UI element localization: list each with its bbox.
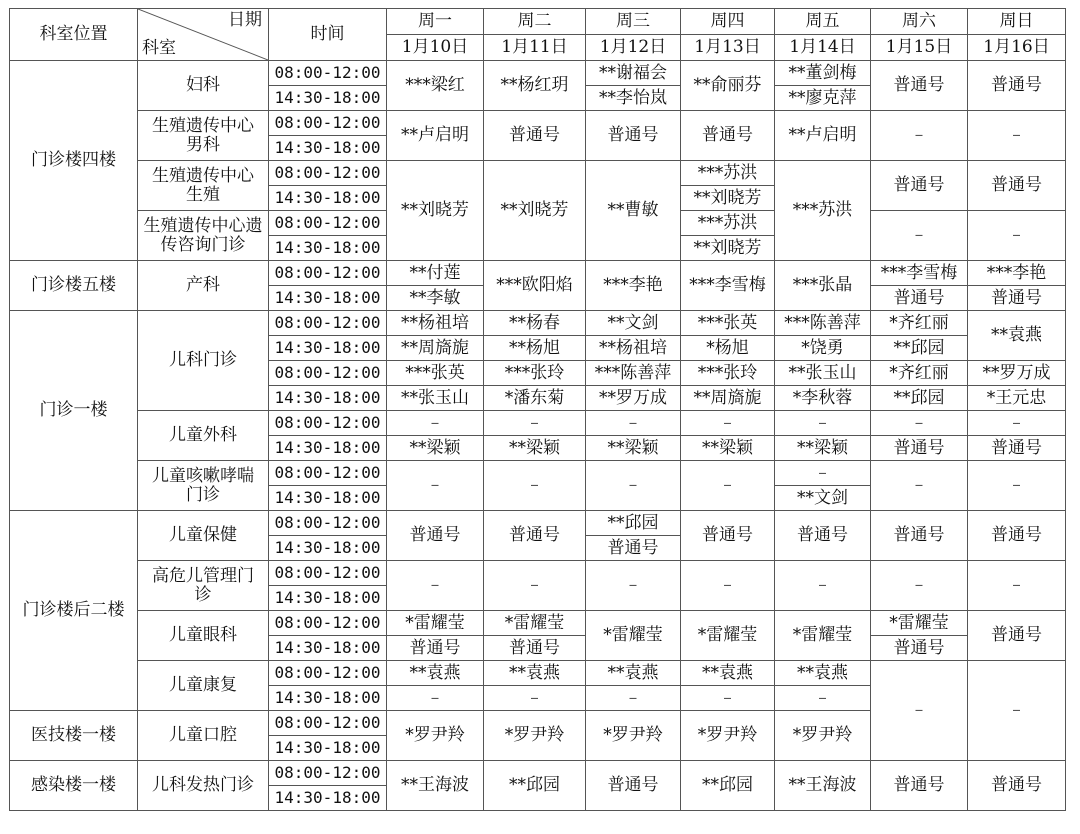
dept-cell: 儿童外科: [138, 411, 269, 461]
time-slot: 08:00-12:00: [269, 511, 387, 536]
schedule-cell: 普通号: [586, 536, 681, 561]
schedule-cell: *齐红丽: [871, 311, 968, 336]
schedule-cell: **曹敏: [586, 161, 681, 261]
dept-cell: 儿科门诊: [138, 311, 269, 411]
schedule-cell: –: [968, 561, 1066, 611]
schedule-cell: ***陈善萍: [586, 361, 681, 386]
schedule-cell: *罗尹羚: [775, 711, 871, 761]
schedule-cell: **张玉山: [387, 386, 484, 411]
schedule-cell: ***梁红: [387, 61, 484, 111]
schedule-cell: *罗尹羚: [586, 711, 681, 761]
dept-cell: 高危儿管理门诊: [138, 561, 269, 611]
schedule-cell: ***张英: [681, 311, 775, 336]
weekday: 周五: [775, 9, 871, 35]
schedule-cell: –: [968, 211, 1066, 261]
schedule-cell: ***苏洪: [775, 161, 871, 261]
schedule-cell: **邱园: [681, 761, 775, 811]
time-slot: 14:30-18:00: [269, 136, 387, 161]
schedule-cell: *饶勇: [775, 336, 871, 361]
time-slot: 08:00-12:00: [269, 111, 387, 136]
schedule-cell: 普通号: [968, 436, 1066, 461]
time-slot: 14:30-18:00: [269, 686, 387, 711]
schedule-cell: *杨旭: [681, 336, 775, 361]
schedule-cell: 普通号: [968, 511, 1066, 561]
schedule-cell: **王海波: [775, 761, 871, 811]
schedule-cell: **袁燕: [681, 661, 775, 686]
schedule-cell: **梁颖: [484, 436, 586, 461]
schedule-cell: **梁颖: [387, 436, 484, 461]
schedule-cell: ***李雪梅: [871, 261, 968, 286]
schedule-cell: **刘晓芳: [387, 161, 484, 261]
schedule-cell: –: [484, 461, 586, 511]
time-slot: 14:30-18:00: [269, 286, 387, 311]
weekday: 周六: [871, 9, 968, 35]
schedule-cell: **罗万成: [968, 361, 1066, 386]
time-slot: 14:30-18:00: [269, 536, 387, 561]
schedule-cell: –: [387, 411, 484, 436]
schedule-cell: –: [484, 686, 586, 711]
schedule-cell: **刘晓芳: [681, 186, 775, 211]
header-date-label: 日期: [228, 10, 262, 30]
time-slot: 14:30-18:00: [269, 486, 387, 511]
schedule-cell: **周旖旎: [387, 336, 484, 361]
schedule-cell: *雷耀莹: [586, 611, 681, 661]
time-slot: 14:30-18:00: [269, 586, 387, 611]
schedule-cell: **袁燕: [775, 661, 871, 686]
schedule-cell: ***苏洪: [681, 161, 775, 186]
schedule-cell: 普通号: [681, 511, 775, 561]
header-time: 时间: [269, 9, 387, 61]
time-slot: 14:30-18:00: [269, 736, 387, 761]
schedule-cell: *雷耀莹: [681, 611, 775, 661]
time-slot: 08:00-12:00: [269, 661, 387, 686]
time-slot: 08:00-12:00: [269, 361, 387, 386]
schedule-cell: –: [681, 561, 775, 611]
schedule-cell: –: [968, 411, 1066, 436]
header-diagonal: [138, 9, 269, 61]
time-slot: 08:00-12:00: [269, 211, 387, 236]
location-cell: 门诊楼后二楼: [10, 511, 138, 711]
schedule-cell: ***张玲: [484, 361, 586, 386]
schedule-cell: –: [387, 561, 484, 611]
header-dept-label: 科室: [142, 38, 176, 59]
weekday: 周三: [586, 9, 681, 35]
schedule-cell: –: [586, 686, 681, 711]
schedule-cell: **刘晓芳: [681, 236, 775, 261]
schedule-cell: **袁燕: [968, 311, 1066, 361]
schedule-cell: ***欧阳焰: [484, 261, 586, 311]
schedule-cell: *王元忠: [968, 386, 1066, 411]
time-slot: 08:00-12:00: [269, 411, 387, 436]
time-slot: 14:30-18:00: [269, 386, 387, 411]
dept-cell: 儿童眼科: [138, 611, 269, 661]
schedule-cell: **廖克萍: [775, 86, 871, 111]
schedule-cell: *罗尹羚: [681, 711, 775, 761]
schedule-cell: **谢福会: [586, 61, 681, 86]
schedule-cell: –: [968, 111, 1066, 161]
time-slot: 08:00-12:00: [269, 261, 387, 286]
schedule-cell: **邱园: [484, 761, 586, 811]
date: 1月15日: [871, 35, 968, 61]
schedule-cell: **付莲: [387, 261, 484, 286]
time-slot: 14:30-18:00: [269, 336, 387, 361]
schedule-cell: 普通号: [968, 286, 1066, 311]
schedule-cell: 普通号: [387, 636, 484, 661]
schedule-cell: ***李艳: [586, 261, 681, 311]
schedule-cell: **杨红玥: [484, 61, 586, 111]
schedule-cell: –: [871, 661, 968, 761]
schedule-cell: 普通号: [681, 111, 775, 161]
schedule-cell: 普通号: [586, 111, 681, 161]
schedule-cell: –: [681, 461, 775, 511]
schedule-cell: –: [871, 461, 968, 511]
time-slot: 14:30-18:00: [269, 186, 387, 211]
schedule-cell: ***张晶: [775, 261, 871, 311]
dept-cell: 产科: [138, 261, 269, 311]
schedule-cell: **梁颖: [775, 436, 871, 461]
dept-cell: 生殖遗传中心遗传咨询门诊: [138, 211, 269, 261]
time-slot: 14:30-18:00: [269, 86, 387, 111]
schedule-cell: –: [871, 111, 968, 161]
dept-cell: 生殖遗传中心男科: [138, 111, 269, 161]
time-slot: 14:30-18:00: [269, 636, 387, 661]
schedule-cell: ***苏洪: [681, 211, 775, 236]
date: 1月10日: [387, 35, 484, 61]
dept-cell: 儿科发热门诊: [138, 761, 269, 811]
schedule-cell: ***陈善萍: [775, 311, 871, 336]
location-cell: 门诊一楼: [10, 311, 138, 511]
location-cell: 感染楼一楼: [10, 761, 138, 811]
schedule-cell: –: [775, 461, 871, 486]
schedule-cell: –: [586, 461, 681, 511]
dept-cell: 儿童保健: [138, 511, 269, 561]
schedule-cell: 普通号: [871, 161, 968, 211]
schedule-cell: 普通号: [968, 761, 1066, 811]
weekday: 周四: [681, 9, 775, 35]
schedule-cell: 普通号: [484, 636, 586, 661]
schedule-cell: **袁燕: [484, 661, 586, 686]
time-slot: 08:00-12:00: [269, 61, 387, 86]
schedule-cell: *雷耀莹: [387, 611, 484, 636]
dept-cell: 儿童康复: [138, 661, 269, 711]
schedule-cell: –: [681, 686, 775, 711]
schedule-cell: **王海波: [387, 761, 484, 811]
schedule-cell: 普通号: [968, 161, 1066, 211]
time-slot: 08:00-12:00: [269, 561, 387, 586]
time-slot: 14:30-18:00: [269, 236, 387, 261]
schedule-cell: 普通号: [871, 286, 968, 311]
schedule-cell: 普通号: [871, 436, 968, 461]
schedule-cell: –: [871, 211, 968, 261]
date: 1月12日: [586, 35, 681, 61]
schedule-cell: –: [387, 686, 484, 711]
schedule-cell: *李秋蓉: [775, 386, 871, 411]
location-cell: 门诊楼五楼: [10, 261, 138, 311]
time-slot: 14:30-18:00: [269, 786, 387, 811]
schedule-cell: –: [775, 411, 871, 436]
schedule-cell: **杨旭: [484, 336, 586, 361]
dept-cell: 儿童口腔: [138, 711, 269, 761]
schedule-cell: 普通号: [387, 511, 484, 561]
schedule-cell: **邱园: [871, 386, 968, 411]
date: 1月16日: [968, 35, 1066, 61]
schedule-cell: 普通号: [968, 611, 1066, 661]
schedule-cell: –: [681, 411, 775, 436]
weekday: 周日: [968, 9, 1066, 35]
date: 1月11日: [484, 35, 586, 61]
schedule-cell: **李敏: [387, 286, 484, 311]
schedule-cell: *潘东菊: [484, 386, 586, 411]
schedule-cell: 普通号: [871, 761, 968, 811]
schedule-cell: **文剑: [586, 311, 681, 336]
time-slot: 08:00-12:00: [269, 461, 387, 486]
schedule-cell: **杨春: [484, 311, 586, 336]
schedule-cell: **梁颖: [681, 436, 775, 461]
time-slot: 08:00-12:00: [269, 711, 387, 736]
schedule-cell: **俞丽芬: [681, 61, 775, 111]
time-slot: 08:00-12:00: [269, 611, 387, 636]
schedule-cell: 普通号: [871, 511, 968, 561]
schedule-cell: ***李艳: [968, 261, 1066, 286]
schedule-cell: ***张英: [387, 361, 484, 386]
weekday: 周二: [484, 9, 586, 35]
dept-cell: 妇科: [138, 61, 269, 111]
schedule-cell: *罗尹羚: [387, 711, 484, 761]
location-cell: 门诊楼四楼: [10, 61, 138, 261]
schedule-cell: 普通号: [871, 61, 968, 111]
schedule-cell: –: [968, 661, 1066, 761]
schedule-cell: –: [775, 561, 871, 611]
date: 1月14日: [775, 35, 871, 61]
schedule-cell: –: [586, 411, 681, 436]
time-slot: 14:30-18:00: [269, 436, 387, 461]
schedule-cell: 普通号: [968, 61, 1066, 111]
schedule-cell: –: [586, 561, 681, 611]
schedule-cell: ***张玲: [681, 361, 775, 386]
schedule-cell: 普通号: [775, 511, 871, 561]
schedule-cell: **文剑: [775, 486, 871, 511]
weekday: 周一: [387, 9, 484, 35]
schedule-cell: **梁颖: [586, 436, 681, 461]
date: 1月13日: [681, 35, 775, 61]
schedule-cell: *雷耀莹: [484, 611, 586, 636]
schedule-cell: **袁燕: [387, 661, 484, 686]
schedule-cell: **罗万成: [586, 386, 681, 411]
schedule-cell: –: [484, 561, 586, 611]
schedule-cell: **刘晓芳: [484, 161, 586, 261]
schedule-cell: ***李雪梅: [681, 261, 775, 311]
schedule-cell: *齐红丽: [871, 361, 968, 386]
schedule-cell: **杨祖培: [387, 311, 484, 336]
schedule-cell: –: [871, 411, 968, 436]
time-slot: 08:00-12:00: [269, 161, 387, 186]
schedule-cell: **周旖旎: [681, 386, 775, 411]
schedule-cell: –: [387, 461, 484, 511]
schedule-cell: 普通号: [586, 761, 681, 811]
schedule-cell: 普通号: [871, 636, 968, 661]
schedule-cell: **董剑梅: [775, 61, 871, 86]
schedule-cell: 普通号: [484, 111, 586, 161]
schedule-cell: **卢启明: [775, 111, 871, 161]
dept-cell: 生殖遗传中心生殖: [138, 161, 269, 211]
schedule-table: [9, 8, 1066, 811]
schedule-cell: **杨祖培: [586, 336, 681, 361]
schedule-cell: *罗尹羚: [484, 711, 586, 761]
schedule-cell: **袁燕: [586, 661, 681, 686]
schedule-cell: –: [775, 686, 871, 711]
dept-cell: 儿童咳嗽哮喘门诊: [138, 461, 269, 511]
schedule-cell: *雷耀莹: [775, 611, 871, 661]
schedule-cell: *雷耀莹: [871, 611, 968, 636]
schedule-cell: **卢启明: [387, 111, 484, 161]
schedule-cell: **李怡岚: [586, 86, 681, 111]
time-slot: 08:00-12:00: [269, 311, 387, 336]
schedule-cell: –: [871, 561, 968, 611]
schedule-cell: **邱园: [871, 336, 968, 361]
header-location: 科室位置: [10, 9, 138, 61]
schedule-cell: –: [484, 411, 586, 436]
schedule-cell: **邱园: [586, 511, 681, 536]
time-slot: 08:00-12:00: [269, 761, 387, 786]
schedule-cell: –: [968, 461, 1066, 511]
schedule-cell: **张玉山: [775, 361, 871, 386]
location-cell: 医技楼一楼: [10, 711, 138, 761]
schedule-cell: 普通号: [484, 511, 586, 561]
